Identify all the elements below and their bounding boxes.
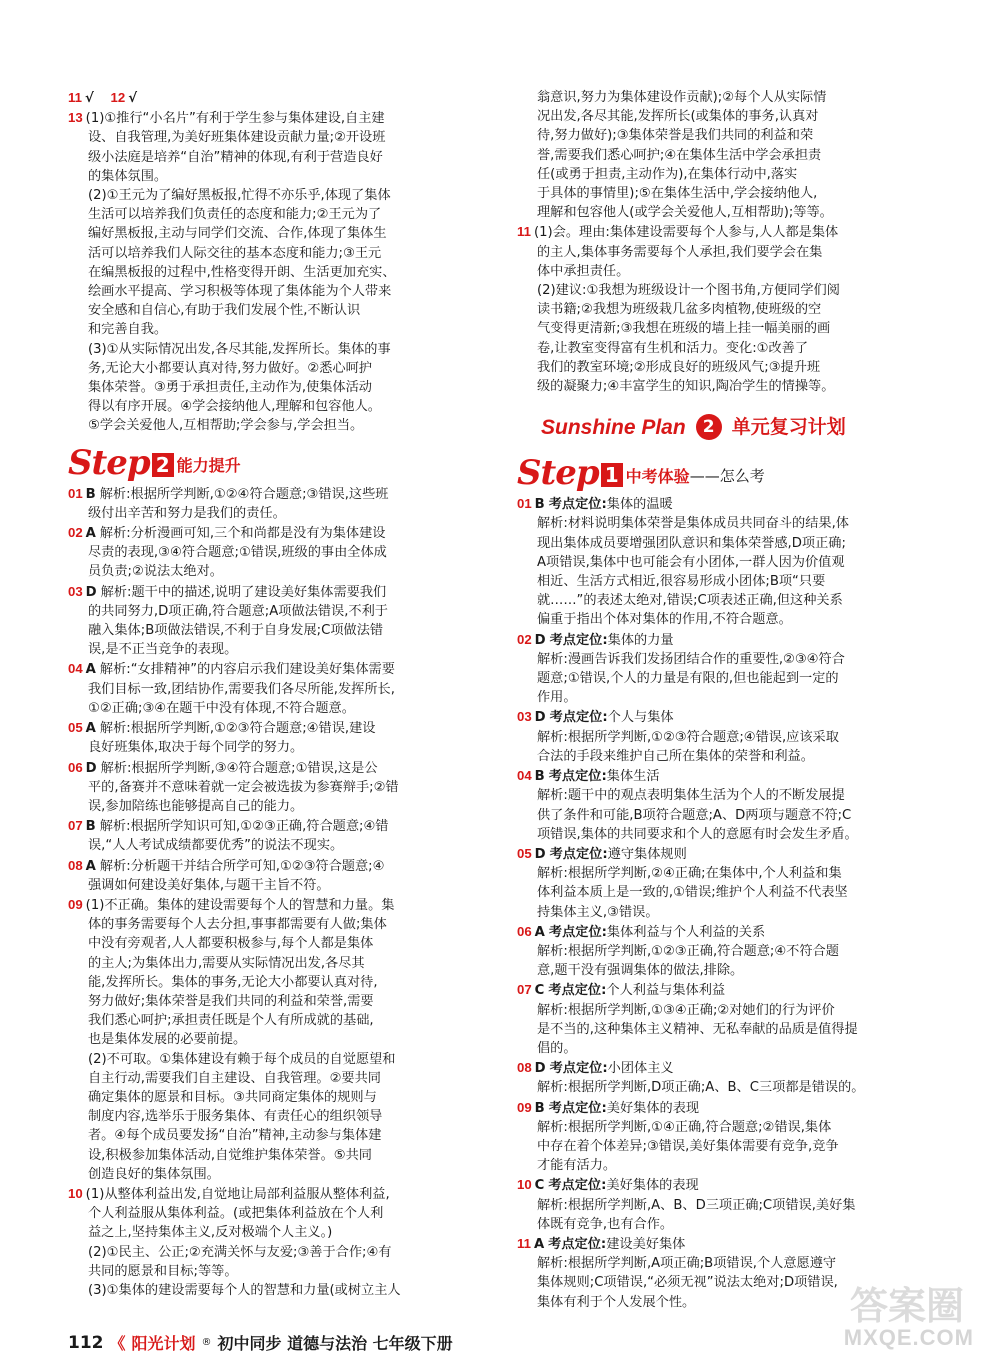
question-number: 12: [110, 90, 126, 105]
question-number: 10: [517, 1177, 532, 1193]
question-number: 08: [68, 857, 83, 873]
text-line: 供了条件和可能,B项符合题意;A、D两项与题意不符;C: [537, 807, 852, 823]
text-line: 也是集体发展的必要前提。: [88, 1032, 247, 1048]
answer-letter: C: [534, 1178, 545, 1194]
question-number: 04: [517, 768, 532, 784]
text-line: 解析:根据所学判断,A、B、D三项正确;C项错误,美好集: [537, 1197, 856, 1213]
question-number: 05: [68, 720, 83, 736]
question-number: 09: [517, 1099, 532, 1115]
text-line: 解析:根据所学判断,A项正确;B项错误,个人意愿遵守: [537, 1256, 837, 1272]
text-line: 况出发,各尽其能,发挥所长(或集体的事务,认真对: [537, 109, 819, 125]
answer-head: [517, 1175, 933, 1195]
point-label: 考点定位:: [549, 632, 608, 648]
text-line: 卷,让教室变得富有生机和活力。变化:①改善了: [537, 340, 809, 356]
text-line: 任(或勇于担责,主动作为),在集体行动中,落实: [537, 166, 798, 182]
text-line: 读书籍;②我想为班级栽几盆多肉植物,使班级的空: [537, 302, 822, 318]
text-line: 解析:根据所学判断,①③④正确;②对她们的行为评价: [537, 1002, 835, 1018]
text-line: 体利益本质上是一致的,①错误;维护个人利益不代表坚: [537, 885, 848, 901]
text-line: 集体有利于个人发展个性。: [537, 1294, 696, 1310]
answer-item: [517, 630, 933, 708]
text-line: 倡的。: [537, 1040, 577, 1056]
step-title: 中考体验: [625, 467, 690, 487]
answer-letter: D: [534, 632, 546, 648]
answer-item: [68, 659, 482, 718]
text-line: 是不当的,这种集体主义精神、无私奉献的品质是值得提: [537, 1021, 858, 1037]
page-number: 112: [68, 1332, 104, 1353]
check-mark-icon: √: [84, 91, 94, 106]
text-line: 10 (1)从整体利益出发,自觉地让局部利益服从整体利益,: [68, 1185, 390, 1202]
text-line: A项错误,集体中也可能会有小团体,一群人因为价值观: [537, 554, 845, 570]
text-line: 解析:根据所学判断,①④正确,符合题意;②错误,集体: [537, 1119, 832, 1135]
point-label: 考点定位:: [548, 924, 607, 940]
registered-mark: ®: [201, 1337, 212, 1348]
text-line: 自主行动,需要我们自主建设、自我管理。②要共同: [88, 1070, 381, 1086]
answer-letter: B: [534, 1100, 545, 1116]
answer-item: [517, 707, 933, 766]
text-line: 解析:漫画告诉我们发扬团结合作的重要性,②③④符合: [537, 651, 845, 667]
text-line: 设,积极参加集体活动,自觉维护集体荣誉。⑤共同: [88, 1147, 372, 1163]
answer-head: [517, 494, 933, 514]
text-line: 我们目标一致,团结协作,需要我们各尽所能,发挥所长,: [88, 681, 395, 697]
text-line: 益之上,坚持集体主义,反对极端个人主义。): [88, 1225, 333, 1241]
text-line: 误,参加陪练也能够提高自己的能力。: [88, 798, 304, 814]
text-line: (3)①集体的建设需要每个人的智慧和力量(或树立主人: [88, 1282, 401, 1298]
text-line: (2)建议:①我想为班级设计一个图书角,方便同学们阅: [537, 283, 840, 299]
text-line: 强调如何建设美好集体,与题干主旨不符。: [88, 877, 330, 893]
point-text: 遵守集体规则: [607, 846, 687, 862]
point-label: 考点定位:: [548, 983, 607, 999]
text-line: 集体规则;C项错误,“必须无视”说法太绝对;D项错误,: [537, 1275, 838, 1291]
text-line: 体的事务需要每个人去分担,事事都需要有人做;集体: [88, 917, 387, 933]
watermark-text: MXQE.COM: [843, 1325, 974, 1350]
answer-letter: D: [85, 584, 97, 600]
text-line: 解析:根据所学判断,①②③符合题意;④错误,应该采取: [537, 729, 839, 745]
text-line: 绘画水平提高、学习积极等体现了集体能为个人带来: [88, 284, 392, 300]
text-line: 于具体的事情里);⑤在集体生活中,学会接纳他人,: [537, 186, 818, 202]
answer-letter: D: [85, 760, 97, 776]
text-line: ①②正确;③④在题干中没有体现,不符合题意。: [88, 700, 355, 716]
question-number: 13: [68, 110, 83, 126]
question-10: [68, 1184, 482, 1300]
text-line: 中没有旁观者,人人都要积极参与,每个人都是集体: [88, 936, 374, 952]
question-number: 07: [517, 982, 532, 998]
text-line: 解析:题干中的观点表明集体生活为个人的不断发展提: [537, 788, 845, 804]
text-line: 题意;①错误,个人的力量是有限的,但也能起到一定的: [537, 671, 839, 687]
text-line: 务,无论大小都要认真对待,努力做好。②悉心呵护: [88, 360, 372, 376]
answer-head: [517, 1234, 933, 1254]
text-line: 集体荣誉。③勇于承担责任,主动作为,使集体活动: [88, 380, 372, 396]
text-line: 级的凝聚力;④丰富学生的知识,陶冶学生的情操等。: [537, 379, 835, 395]
page-footer: [68, 1331, 453, 1354]
answer-item: [68, 582, 482, 660]
text-line: 体中承担责任。: [537, 263, 630, 279]
answer-item: [517, 494, 933, 629]
question-number: 06: [517, 923, 532, 939]
text-line: 04 A 解析:“女排精神”的内容启示我们建设美好集体需要: [68, 661, 395, 678]
answer-item: [68, 523, 482, 582]
text-line: 编好黑板报,主动与同学们交流、合作,体现了集体生: [88, 226, 387, 242]
answer-letter: D: [534, 846, 546, 862]
answer-head: [517, 1058, 933, 1078]
question-number: 10: [68, 1185, 83, 1201]
question-number: 01: [68, 485, 83, 501]
text-line: 生活可以培养我们负责任的态度和能力;②王元为了: [88, 207, 382, 223]
answer-letter: A: [85, 526, 96, 542]
point-text: 集体的温暖: [606, 497, 673, 513]
question-11: [517, 222, 933, 396]
point-label: 考点定位:: [549, 846, 608, 862]
question-09: [68, 895, 482, 1184]
question-13: [68, 108, 482, 435]
text-line: 03 D 解析:题干中的描述,说明了建设美好集体需要我们: [68, 583, 387, 600]
text-line: 13 (1)①推行“小名片”有利于学生参与集体建设,自主建: [68, 110, 385, 127]
answer-letter: B: [85, 486, 96, 502]
text-line: 持集体主义,③错误。: [537, 904, 659, 920]
text-line: 现出集体成员要增强团队意识和集体荣誉感,D项正确;: [537, 535, 846, 551]
text-line: (2)不可取。①集体建设有赖于每个成员的自觉愿望和: [88, 1051, 396, 1067]
answer-item: [68, 816, 482, 855]
answer-letter: C: [534, 983, 545, 999]
text-line: 员负责;②说法太绝对。: [88, 564, 223, 580]
question-number: 01: [517, 496, 532, 512]
check-mark-icon: √: [128, 91, 137, 106]
book-title: 初中同步 道德与法治 七年级下册: [217, 1334, 453, 1353]
answer-head: [517, 844, 933, 864]
point-label: 考点定位:: [549, 1061, 608, 1077]
left-column: [68, 88, 482, 1300]
text-line: 确定集体的愿景和目标。③共同商定集体的规则与: [88, 1089, 377, 1105]
step-2-header: [68, 442, 482, 483]
question-number: 05: [517, 845, 532, 861]
point-text: 个人利益与集体利益: [606, 983, 726, 999]
text-line: 05 A 解析:根据所学判断,①②③符合题意;④错误,建设: [68, 720, 376, 737]
text-line: 能,发挥所长。集体的事务,无论大小都要认真对待,: [88, 974, 378, 990]
text-line: 待,努力做好);③集体荣誉是我们共同的利益和荣: [537, 128, 814, 144]
text-line: 融入集体;B项做法错误,不利于自身发展;C项做法错: [88, 623, 384, 639]
text-line: 活可以培养我们人际交往的基本态度和能力;③王元: [88, 245, 382, 261]
question-number: 06: [68, 759, 83, 775]
text-line: 08 A 解析:分析题干并结合所学可知,①②③符合题意;④: [68, 857, 385, 874]
point-text: 集体生活: [606, 769, 660, 785]
sunshine-plan-title: Sunshine Plan: [541, 415, 686, 439]
point-label: 考点定位:: [549, 710, 608, 726]
answer-letter: A: [85, 662, 96, 678]
step-title: 能力提升: [176, 456, 241, 476]
point-label: 考点定位:: [548, 1178, 607, 1194]
answer-letter: A: [85, 721, 96, 737]
answer-letter: A: [534, 924, 545, 940]
brand-name: 阳光计划: [131, 1334, 196, 1353]
text-line: 作用。: [537, 690, 577, 706]
text-line: 项错误,集体的共同要求和个人的意愿有时会发生矛盾。: [537, 826, 858, 842]
text-line: 安全感和自信心,有助于我们发展个性,不断认识: [88, 303, 361, 319]
text-line: 我们的教室环境;②形成良好的班级风气;③提升班: [537, 359, 821, 375]
question-number: 11: [517, 1235, 531, 1251]
text-line: 理解和包容他人(或学会关爱他人,互相帮助);等等。: [537, 205, 833, 221]
text-line: 误,是不正当竞争的表现。: [88, 642, 238, 658]
text-line: 个人利益服从集体利益。(或把集体利益放在个人利: [88, 1206, 384, 1222]
text-line: 创造良好的集体氛围。: [88, 1166, 220, 1182]
text-line: 我们悉心呵护;承担责任既是个人有所成就的基础,: [88, 1013, 374, 1029]
step-word: Step: [68, 442, 150, 483]
answer-letter: D: [534, 710, 546, 726]
text-line: 解析:根据所学判断,D项正确;A、B、C三项都是错误的。: [537, 1080, 865, 1096]
point-text: 集体利益与个人利益的关系: [606, 924, 766, 940]
answer-letter: B: [534, 497, 545, 513]
text-line: 尽责的表现,③④符合题意;①错误,班级的事由全体成: [88, 545, 387, 561]
point-text: 个人与集体: [607, 710, 674, 726]
text-line: 级付出辛苦和努力是我们的责任。: [88, 505, 286, 521]
answer-letter: D: [534, 1061, 546, 1077]
step-1-header: [517, 453, 933, 494]
text-line: (2)①王元为了编好黑板报,忙得不亦乐乎,体现了集体: [88, 188, 391, 204]
text-line: (2)①民主、公正;②充满关怀与友爱;③善于合作;④有: [88, 1244, 392, 1260]
question-number: 03: [68, 583, 83, 599]
text-line: 误,“人人考试成绩都要优秀”的说法不现实。: [88, 838, 344, 854]
text-line: 01 B 解析:根据所学判断,①②④符合题意;③错误,这些班: [68, 485, 389, 502]
point-text: 集体的力量: [607, 632, 674, 648]
question-10-continued: [517, 88, 933, 222]
text-line: 解析:根据所学判断,②④正确;在集体中,个人利益和集: [537, 866, 842, 882]
answer-item: [68, 758, 482, 817]
text-line: 意,题干没有强调集体的做法,排除。: [537, 963, 744, 979]
point-text: 建设美好集体: [606, 1236, 686, 1252]
watermark-logo: [804, 1275, 974, 1355]
watermark-icon: 答案圈: [849, 1284, 964, 1328]
text-line: 体既有竞争,也有合作。: [537, 1216, 674, 1232]
answer-item: [68, 856, 482, 895]
step-1-items: [517, 494, 933, 1312]
text-line: ⑤学会关爱他人,互相帮助;学会参与,学会担当。: [88, 418, 364, 434]
answer-item: [517, 1058, 933, 1097]
text-line: 的共同努力,D项正确,符合题意;A项做法错误,不利于: [88, 603, 388, 619]
text-line: 合法的手段来维护自己所在集体的荣誉和利益。: [537, 748, 814, 764]
text-line: 才能有活力。: [537, 1158, 617, 1174]
answer-head: [517, 1098, 933, 1118]
answer-item: [517, 766, 933, 844]
text-line: 良好班集体,取决于每个同学的努力。: [88, 740, 304, 756]
text-line: 设、自我管理,为美好班集体建设贡献力量;②开设班: [88, 130, 386, 146]
answer-head: [517, 766, 933, 786]
step-number: 2: [152, 453, 174, 477]
text-line: 就……”的表述太绝对,错误;C项表述正确,但这种关系: [537, 593, 843, 609]
text-line: 气变得更清新;③我想在班级的墙上挂一幅美丽的画: [537, 321, 831, 337]
answer-letter: B: [534, 769, 545, 785]
question-number: 11: [517, 224, 531, 240]
text-line: 07 B 解析:根据所学知识可知,①②③正确,符合题意;④错: [68, 818, 389, 835]
text-line: 和完善自我。: [88, 322, 168, 338]
answer-item: [68, 718, 482, 757]
text-line: 得以有序开展。④学会接纳他人,理解和包容他人。: [88, 399, 381, 415]
text-line: 在编黑板报的过程中,性格变得开朗、生活更加充实、: [88, 264, 396, 280]
point-label: 考点定位:: [548, 1236, 607, 1252]
text-line: 解析:根据所学判断,①②③正确,符合题意;④不符合题: [537, 943, 839, 959]
unit-review-title: 单元复习计划: [731, 415, 846, 438]
text-line: 解析:材料说明集体荣誉是集体成员共同奋斗的结果,体: [537, 516, 849, 532]
question-number: 02: [68, 525, 83, 541]
point-label: 考点定位:: [548, 497, 607, 513]
text-line: 06 D 解析:根据所学判断,③④符合题意;①错误,这是公: [68, 759, 378, 776]
answer-letter: B: [85, 819, 96, 835]
right-column: [517, 88, 933, 1312]
answer-item: [517, 922, 933, 981]
chevron-left-icon: 《: [109, 1334, 126, 1353]
step-number: 1: [601, 463, 623, 487]
question-number: 08: [517, 1060, 532, 1076]
answer-head: [517, 922, 933, 942]
question-number: 07: [68, 818, 83, 834]
text-line: 偏重于指出个体对集体的作用,不符合题意。: [537, 612, 792, 628]
answer-item: [517, 1175, 933, 1234]
text-line: 的集体氛围。: [88, 168, 168, 184]
point-label: 考点定位:: [548, 769, 607, 785]
text-line: 平的,备赛并不意味着就一定会被选拔为参赛辩手;②错: [88, 779, 399, 795]
answer-item: [517, 1098, 933, 1176]
question-number: 11: [68, 90, 82, 105]
answer-item: [517, 844, 933, 922]
answer-letter: A: [533, 1236, 545, 1252]
text-line: 努力做好;集体荣誉是我们共同的利益和荣誉,需要: [88, 993, 374, 1009]
point-text: 美好集体的表现: [606, 1100, 700, 1116]
text-line: 09 (1)不正确。集体的建设需要每个人的智慧和力量。集: [68, 896, 395, 913]
question-number: 03: [517, 709, 532, 725]
question-number: 09: [68, 896, 83, 912]
text-line: (3)①从实际情况出发,各尽其能,发挥所长。集体的事: [88, 341, 391, 357]
text-line: 02 A 解析:分析漫画可知,三个和尚都是没有为集体建设: [68, 525, 386, 542]
text-line: 的主人;为集体出力,需要从实际情况出发,各尽其: [88, 955, 365, 971]
text-line: 的主人,集体事务需要每个人承担,我们要学会在集: [537, 244, 823, 260]
answer-letter: A: [85, 858, 96, 874]
point-text: 小团体主义: [607, 1061, 674, 1077]
answer-head: [517, 630, 933, 650]
step-2-items: [68, 484, 482, 895]
text-line: 相近、生活方式相近,很容易形成小团体;B项“只要: [537, 574, 826, 590]
text-line: 者。④每个成员要发扬“自治”精神,主动参与集体建: [88, 1128, 382, 1144]
point-text: 美好集体的表现: [606, 1178, 699, 1194]
question-number: 02: [517, 631, 532, 647]
answer-head: [517, 980, 933, 1000]
text-line: 共同的愿景和目标;等等。: [88, 1263, 238, 1279]
unit-number-badge: 2: [696, 414, 722, 440]
text-line: 中存在着个体差异;③错误,美好集体需要有竞争,竞争: [537, 1138, 839, 1154]
answer-head: [517, 707, 933, 727]
step-subtitle: ——怎么考: [689, 467, 765, 486]
question-number: 04: [68, 661, 83, 677]
answer-11-12: [68, 88, 482, 108]
text-line: 11 (1)会。理由:集体建设需要每个人参与,人人都是集体: [517, 224, 839, 241]
step-word: Step: [517, 453, 599, 494]
answer-item: [68, 484, 482, 523]
text-line: 翁意识,努力为集体建设作贡献);②每个人从实际情: [537, 90, 827, 105]
text-line: 制度内容,选举乐于服务集体、有责任心的组织领导: [88, 1109, 383, 1125]
sunshine-plan-banner: [541, 410, 933, 444]
point-label: 考点定位:: [548, 1100, 607, 1116]
answer-item: [517, 980, 933, 1058]
text-line: 誉,需要我们悉心呵护;④在集体生活中学会承担责: [537, 147, 822, 163]
text-line: 级小法庭是培养“自治”精神的体现,有利于营造良好: [88, 149, 383, 165]
